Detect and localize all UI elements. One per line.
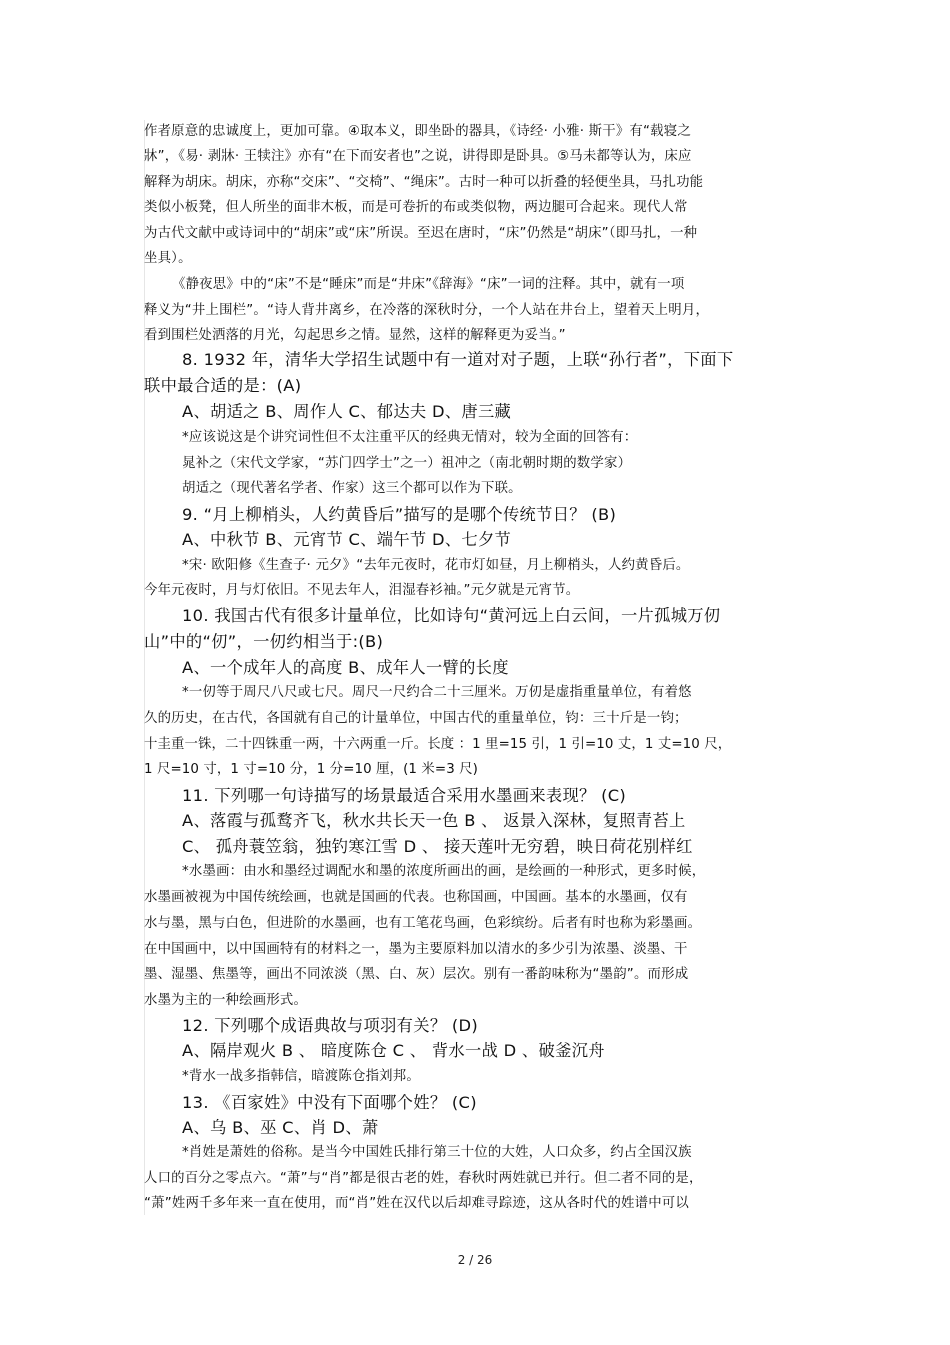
question-11-options: A、落霞与孤鹜齐飞，秋水共长天一色 B 、 返景入深林，复照青苔上 (182, 811, 686, 830)
question-9-note: 今年元夜时，月与灯依旧。不见去年人，泪湿春衫袖。”元夕就是元宵节。 (144, 583, 580, 598)
question-9-options: A、中秋节 B、元宵节 C、端午节 D、七夕节 (182, 530, 512, 549)
text-line: 解释为胡床。胡床，亦称“交床”、“交椅”、“绳床”。古时一种可以折叠的轻便坐具，马扎功能 (144, 175, 704, 190)
question-8-note: 晁补之（宋代文学家，“苏门四学士”之一）祖冲之（南北朝时期的数学家） (182, 456, 632, 471)
question-11-note: 水与墨，黑与白色，但进阶的水墨画，也有工笔花鸟画，色彩缤纷。后者有时也称为彩墨画。 (144, 916, 702, 931)
question-8-note: *应该说这是个讲究词性但不太注重平仄的经典无情对，较为全面的回答有： (182, 430, 638, 445)
question-10-note: 久的历史，在古代，各国就有自己的计量单位，中国古代的重量单位，钧：三十斤是一钧； (144, 711, 688, 726)
question-13-note: *肖姓是萧姓的俗称。是当今中国姓氏排行第三十位的大姓，人口众多，约占全国汉族 (182, 1145, 692, 1160)
question-12-options: A、隔岸观火 B 、 暗度陈仓 C 、 背水一战 D 、破釜沉舟 (182, 1041, 605, 1060)
text-line: 释义为“井上围栏”。“诗人背井离乡，在冷落的深秋时分，一个人站在井台上，望着天上明月， (144, 303, 710, 318)
question-9-stem: 9. “月上柳梢头，人约黄昏后”描写的是哪个传统节日？ (B) (182, 505, 617, 524)
question-11-options: C、 孤舟蓑笠翁，独钓寒江雪 D 、 接天莲叶无穷碧，映日荷花别样红 (182, 837, 693, 856)
question-11-note: 在中国画中，以中国画特有的材料之一，墨为主要原料加以清水的多少引为浓墨、淡墨、干 (144, 942, 688, 957)
question-11-note: *水墨画：由水和墨经过调配水和墨的浓度所画出的画，是绘画的一种形式，更多时候， (182, 864, 706, 879)
page-number: 2 / 26 (457, 1253, 493, 1267)
question-13-note: “萧”姓两千多年来一直在使用，而“肖”姓在汉代以后却难寻踪迹，这从各时代的姓谱中可以 (144, 1196, 689, 1211)
margin-rule (144, 120, 145, 1215)
text-line: 为古代文献中或诗词中的“胡床”或“床”所误。至迟在唐时，“床”仍然是“胡床”（即马扎，一种 (144, 226, 698, 241)
question-10-stem: 10. 我国古代有很多计量单位，比如诗句“黄河远上白云间，一片孤城万仞 (182, 606, 721, 625)
question-11-note: 水墨画被视为中国传统绘画，也就是国画的代表。也称国画，中国画。基本的水墨画，仅有 (144, 890, 688, 905)
question-10-note: *一仞等于周尺八尺或七尺。周尺一尺约合二十三厘米。万仞是虚指重量单位，有着悠 (182, 685, 692, 700)
question-8-note: 胡适之（现代著名学者、作家）这三个都可以作为下联。 (182, 481, 522, 496)
question-10-note: 1 尺=10 寸，1 寸=10 分，1 分=10 厘，(1 米=3 尺) (144, 762, 478, 777)
question-8-stem: 联中最合适的是：(A) (144, 376, 302, 395)
text-line: 坐具）。 (144, 251, 192, 266)
text-line: 牀”，《易· 剥牀· 王犊注》亦有“在下而安者也”之说，讲得即是卧具。⑤马未都等认为，床应 (144, 149, 692, 164)
question-8-options: A、胡适之 B、周作人 C、郁达夫 D、唐三藏 (182, 402, 512, 421)
text-line: 《静夜思》中的“床”不是“睡床”而是“井床”《辞海》“床”一词的注释。其中，就有一项 (172, 277, 685, 292)
text-line: 看到围栏处洒落的月光，勾起思乡之情。显然，这样的解释更为妥当。” (144, 328, 566, 343)
question-13-note: 人口的百分之零点六。“萧”与“肖”都是很古老的姓，春秋时两姓就已并行。但二者不同的是， (144, 1171, 703, 1186)
text-line: 类似小板凳，但人所坐的面非木板，而是可卷折的布或类似物，两边腿可合起来。现代人常 (144, 200, 688, 215)
question-11-stem: 11. 下列哪一句诗描写的场景最适合采用水墨画来表现？ (C) (182, 786, 627, 805)
question-8-stem: 8. 1932 年，清华大学招生试题中有一道对对子题，上联“孙行者”，下面下 (182, 350, 734, 369)
question-11-note: 水墨为主的一种绘画形式。 (144, 993, 308, 1008)
question-10-stem: 山”中的“仞”，一仞约相当于:(B) (144, 632, 384, 651)
question-10-note: 十圭重一铢，二十四铢重一两，十六两重一斤。长度 ：1 里=15 引，1 引=10 丈，1 丈=10 尺， (144, 737, 732, 752)
question-13-stem: 13. 《百家姓》中没有下面哪个姓？ (C) (182, 1093, 477, 1112)
question-12-note: *背水一战多指韩信，暗渡陈仓指刘邦。 (182, 1069, 420, 1084)
question-12-stem: 12. 下列哪个成语典故与项羽有关？ (D) (182, 1016, 479, 1035)
question-11-note: 墨、湿墨、焦墨等，画出不同浓淡（黑、白、灰）层次。别有一番韵味称为“墨韵”。而形成 (144, 967, 689, 982)
text-line: 作者原意的忠诚度上，更加可靠。④取本义，即坐卧的器具，《诗经· 小雅· 斯干》有“载寝之 (144, 124, 691, 139)
question-10-options: A、一个成年人的高度 B、成年人一臂的长度 (182, 658, 509, 677)
question-13-options: A、乌 B、巫 C、肖 D、萧 (182, 1118, 379, 1137)
question-9-note: *宋· 欧阳修《生查子· 元夕》“去年元夜时，花市灯如昼，月上柳梢头，人约黄昏后。 (182, 558, 690, 573)
